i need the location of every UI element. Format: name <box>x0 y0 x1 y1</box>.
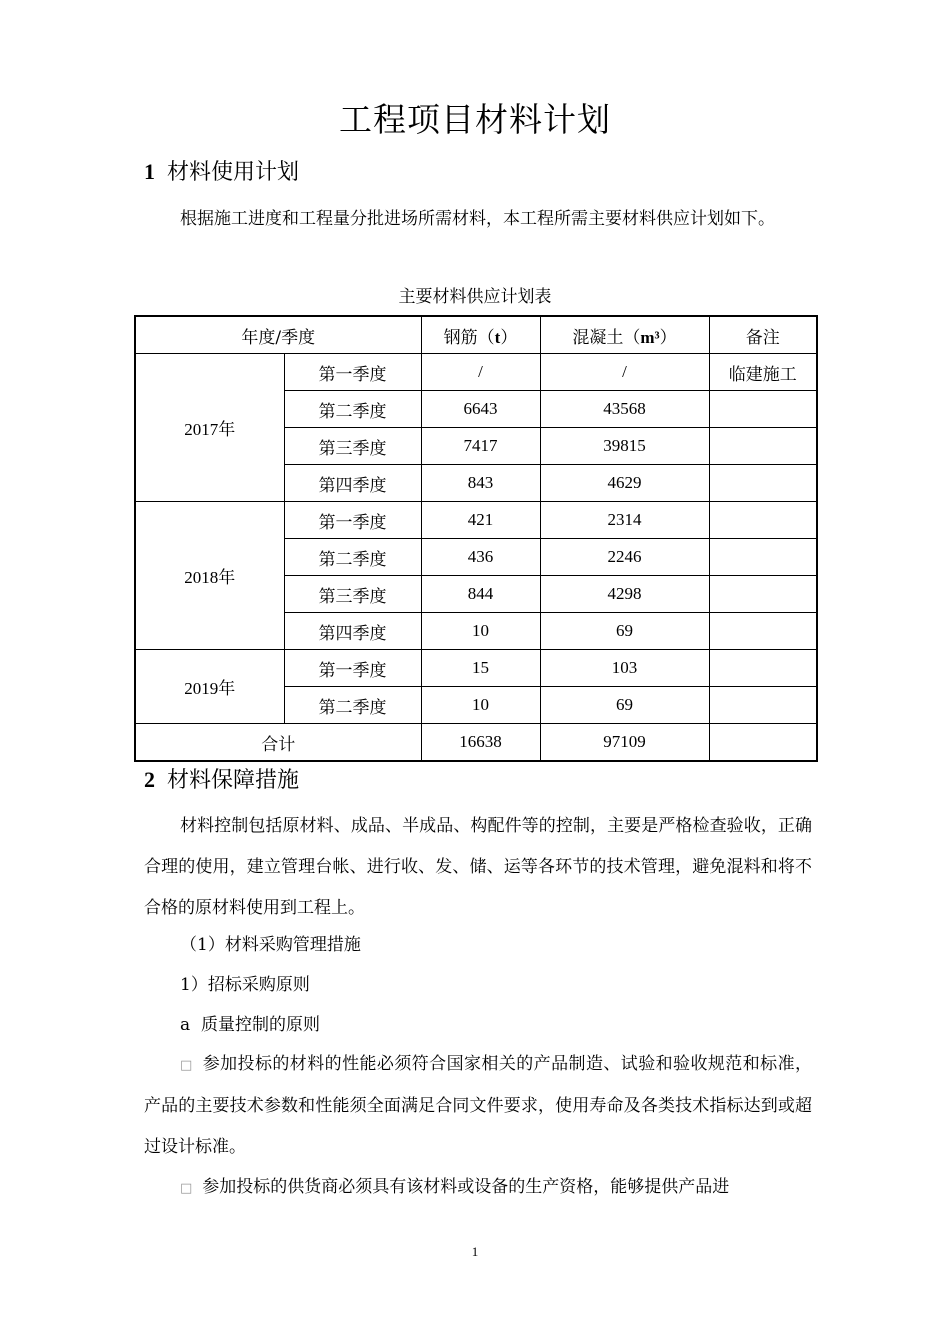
year-cell: 2018年 <box>135 502 284 650</box>
steel-cell: 436 <box>421 539 540 576</box>
quarter-cell: 第三季度 <box>284 428 421 465</box>
section-2-paragraph: 材料控制包括原材料、成品、半成品、构配件等的控制，主要是严格检查验收，正确合理的使用，建立管理台帐、进行收、发、储、运等各环节的技术管理，避免混料和将不合格的原材料使用到工程上。 <box>144 816 812 918</box>
concrete-cell: 69 <box>540 613 709 650</box>
concrete-cell: / <box>540 354 709 391</box>
note-cell <box>709 613 817 650</box>
section-1-number: 1 <box>144 159 155 184</box>
steel-cell: 6643 <box>421 391 540 428</box>
year-cell: 2019年 <box>135 650 284 724</box>
list-item: a 质量控制的原则 <box>180 1015 320 1035</box>
total-label: 合计 <box>135 724 421 762</box>
steel-cell: 10 <box>421 613 540 650</box>
table-caption: 主要材料供应计划表 <box>398 287 552 307</box>
concrete-cell: 2314 <box>540 502 709 539</box>
header-period: 年度/季度 <box>135 316 421 354</box>
steel-cell: 10 <box>421 687 540 724</box>
steel-cell: 15 <box>421 650 540 687</box>
note-cell <box>709 576 817 613</box>
note-cell <box>709 502 817 539</box>
table-row <box>135 502 817 539</box>
quarter-cell: 第三季度 <box>284 576 421 613</box>
note-cell <box>709 687 817 724</box>
table-row <box>135 354 817 391</box>
note-cell <box>709 465 817 502</box>
quarter-cell: 第二季度 <box>284 687 421 724</box>
bullet-text: 参加投标的供货商必须具有该材料或设备的生产资格，能够提供产品进 <box>202 1177 730 1197</box>
bullet-paragraph <box>144 1044 812 1168</box>
quarter-cell: 第四季度 <box>284 465 421 502</box>
quarter-cell: 第二季度 <box>284 391 421 428</box>
concrete-cell: 39815 <box>540 428 709 465</box>
steel-cell: 7417 <box>421 428 540 465</box>
section-1-heading <box>144 155 299 190</box>
concrete-cell: 4298 <box>540 576 709 613</box>
page-number: 1 <box>471 1244 479 1259</box>
note-cell: 临建施工 <box>709 354 817 391</box>
materials-table <box>134 315 818 762</box>
note-cell <box>709 650 817 687</box>
total-concrete: 97109 <box>540 724 709 762</box>
steel-cell: 421 <box>421 502 540 539</box>
header-note: 备注 <box>709 316 817 354</box>
table-header-row <box>135 316 817 354</box>
concrete-cell: 43568 <box>540 391 709 428</box>
checkbox-bullet-icon: □ <box>180 1181 193 1196</box>
quarter-cell: 第一季度 <box>284 354 421 391</box>
header-concrete: 混凝土（m³） <box>540 316 709 354</box>
note-cell <box>709 539 817 576</box>
note-cell <box>709 391 817 428</box>
header-steel: 钢筋（t） <box>421 316 540 354</box>
page-title: 工程项目材料计划 <box>339 100 611 139</box>
note-cell <box>709 428 817 465</box>
list-item: （1）材料采购管理措施 <box>180 935 361 955</box>
quarter-cell: 第一季度 <box>284 650 421 687</box>
section-2-heading <box>144 763 299 798</box>
section-1-title: 材料使用计划 <box>167 160 300 185</box>
section-2-title: 材料保障措施 <box>167 768 300 793</box>
section-2-number: 2 <box>144 767 155 792</box>
quarter-cell: 第四季度 <box>284 613 421 650</box>
table-row <box>135 650 817 687</box>
total-note <box>709 724 817 762</box>
steel-cell: / <box>421 354 540 391</box>
concrete-cell: 103 <box>540 650 709 687</box>
quarter-cell: 第一季度 <box>284 502 421 539</box>
table-total-row <box>135 724 817 762</box>
steel-cell: 843 <box>421 465 540 502</box>
checkbox-bullet-icon: □ <box>180 1058 193 1073</box>
concrete-cell: 4629 <box>540 465 709 502</box>
bullet-paragraph <box>144 1167 812 1209</box>
concrete-cell: 69 <box>540 687 709 724</box>
list-item: 1）招标采购原则 <box>180 975 310 995</box>
total-steel: 16638 <box>421 724 540 762</box>
quarter-cell: 第二季度 <box>284 539 421 576</box>
section-1-paragraph: 根据施工进度和工程量分批进场所需材料，本工程所需主要材料供应计划如下。 <box>180 209 775 229</box>
steel-cell: 844 <box>421 576 540 613</box>
concrete-cell: 2246 <box>540 539 709 576</box>
bullet-text: 参加投标的材料的性能必须符合国家相关的产品制造、试验和验收规范和标准，产品的主要技术参数和性能须全面满足合同文件要求，使用寿命及各类技术指标达到或超过设计标准。 <box>144 1054 812 1157</box>
year-cell: 2017年 <box>135 354 284 502</box>
